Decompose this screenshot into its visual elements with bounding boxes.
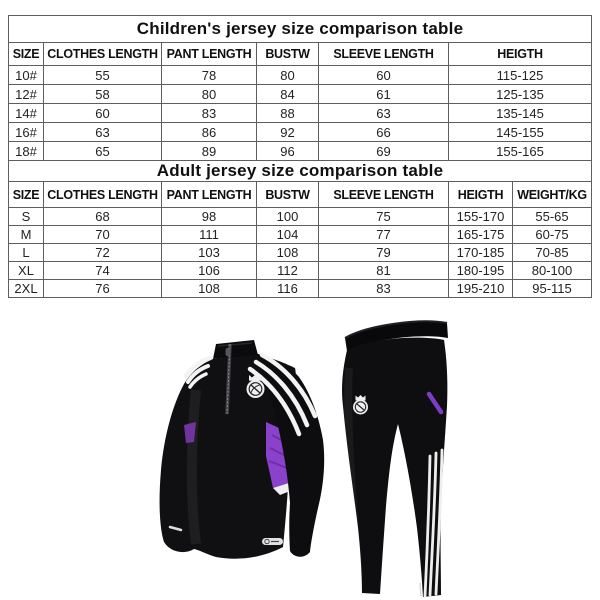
table-title: Children's jersey size comparison table (9, 16, 592, 43)
column-header: HEIGTH (449, 182, 513, 208)
product-photo (0, 296, 600, 600)
tracksuit-illustration (0, 296, 600, 600)
column-header: BUSTW (257, 182, 319, 208)
children-size-table (8, 15, 592, 161)
table-cell: 69 (319, 142, 449, 161)
table-row (9, 142, 592, 161)
table-row (9, 208, 592, 226)
table-cell: 80-100 (513, 262, 592, 280)
table-cell: 106 (162, 262, 257, 280)
table-cell: 10# (9, 66, 44, 85)
table-cell: 86 (162, 123, 257, 142)
table-cell: 155-170 (449, 208, 513, 226)
table-cell: 81 (319, 262, 449, 280)
table-cell: 98 (162, 208, 257, 226)
table-cell: 84 (257, 85, 319, 104)
table-cell: 60 (319, 66, 449, 85)
table-cell: 78 (162, 66, 257, 85)
column-header: PANT LENGTH (162, 182, 257, 208)
table-cell: 79 (319, 244, 449, 262)
table-cell: 95-115 (513, 280, 592, 298)
table-cell: 108 (257, 244, 319, 262)
table-cell: 74 (44, 262, 162, 280)
table-cell: S (9, 208, 44, 226)
table-cell: 83 (319, 280, 449, 298)
table-cell: 180-195 (449, 262, 513, 280)
table-title-row (9, 16, 592, 43)
table-cell: 63 (44, 123, 162, 142)
table-cell: 80 (162, 85, 257, 104)
table-cell: 68 (44, 208, 162, 226)
table-row (9, 123, 592, 142)
table-row (9, 280, 592, 298)
table-cell: 170-185 (449, 244, 513, 262)
table-row (9, 244, 592, 262)
size-tables (8, 15, 591, 298)
table-cell: 2XL (9, 280, 44, 298)
table-cell: 88 (257, 104, 319, 123)
table-cell: 135-145 (449, 104, 592, 123)
table-row (9, 66, 592, 85)
table-cell: 80 (257, 66, 319, 85)
table-cell: 111 (162, 226, 257, 244)
table-cell: 12# (9, 85, 44, 104)
table-cell: 55 (44, 66, 162, 85)
table-cell: 116 (257, 280, 319, 298)
column-header: HEIGTH (449, 43, 592, 66)
table-cell: 66 (319, 123, 449, 142)
adult-size-table (8, 160, 592, 298)
table-cell: 76 (44, 280, 162, 298)
table-title: Adult jersey size comparison table (9, 161, 592, 182)
table-cell: 75 (319, 208, 449, 226)
table-cell: 83 (162, 104, 257, 123)
table-cell: 165-175 (449, 226, 513, 244)
table-cell: 70-85 (513, 244, 592, 262)
table-title-row (9, 161, 592, 182)
track-pants (342, 321, 448, 597)
table-row (9, 262, 592, 280)
table-cell: 18# (9, 142, 44, 161)
table-cell: 112 (257, 262, 319, 280)
table-cell: 92 (257, 123, 319, 142)
table-cell: 60-75 (513, 226, 592, 244)
table-row (9, 104, 592, 123)
table-cell: 125-135 (449, 85, 592, 104)
column-header: SIZE (9, 43, 44, 66)
table-header-row (9, 182, 592, 208)
zip-pull (226, 348, 231, 356)
table-cell: 103 (162, 244, 257, 262)
table-cell: 16# (9, 123, 44, 142)
real-madrid-crest-jacket (247, 375, 265, 399)
column-header: SLEEVE LENGTH (319, 182, 449, 208)
table-cell: 104 (257, 226, 319, 244)
table-cell: 55-65 (513, 208, 592, 226)
table-cell: 58 (44, 85, 162, 104)
table-cell: 96 (257, 142, 319, 161)
table-cell: 155-165 (449, 142, 592, 161)
table-cell: 60 (44, 104, 162, 123)
table-cell: M (9, 226, 44, 244)
table-cell: 14# (9, 104, 44, 123)
purple-side-panel-left (184, 422, 196, 443)
table-row (9, 226, 592, 244)
column-header: BUSTW (257, 43, 319, 66)
table-cell: 77 (319, 226, 449, 244)
column-header: WEIGHT/KG (513, 182, 592, 208)
table-cell: 108 (162, 280, 257, 298)
hem-logo-tag (262, 538, 283, 545)
ankle-zip (420, 583, 421, 596)
column-header: CLOTHES LENGTH (44, 43, 162, 66)
table-cell: 61 (319, 85, 449, 104)
table-cell: XL (9, 262, 44, 280)
column-header: SIZE (9, 182, 44, 208)
table-cell: 100 (257, 208, 319, 226)
column-header: SLEEVE LENGTH (319, 43, 449, 66)
table-cell: 195-210 (449, 280, 513, 298)
tracksuit-top (160, 340, 325, 559)
table-cell: 145-155 (449, 123, 592, 142)
table-cell: 70 (44, 226, 162, 244)
column-header: CLOTHES LENGTH (44, 182, 162, 208)
table-cell: 115-125 (449, 66, 592, 85)
table-cell: 65 (44, 142, 162, 161)
table-cell: 89 (162, 142, 257, 161)
table-cell: L (9, 244, 44, 262)
jacket-highlight (192, 390, 196, 544)
table-cell: 63 (319, 104, 449, 123)
column-header: PANT LENGTH (162, 43, 257, 66)
table-header-row (9, 43, 592, 66)
table-cell: 72 (44, 244, 162, 262)
table-row (9, 85, 592, 104)
